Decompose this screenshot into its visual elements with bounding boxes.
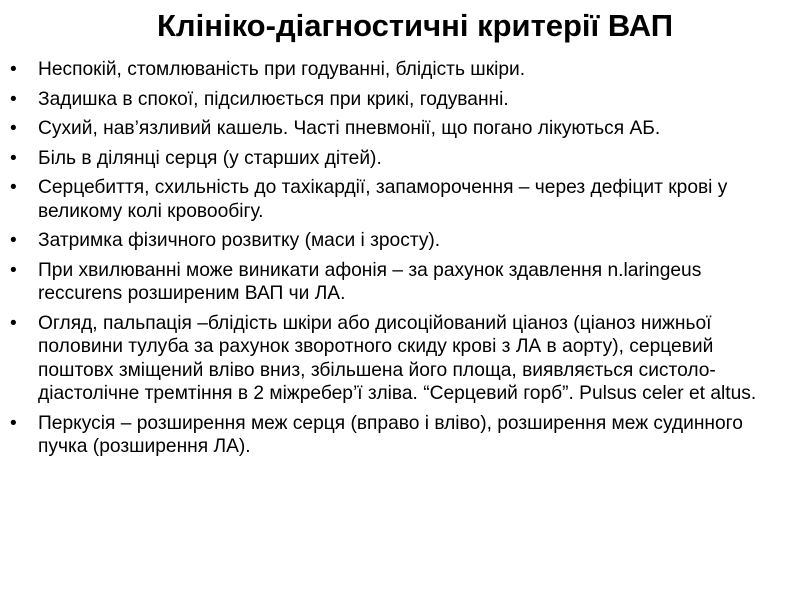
- bullet-point-icon: •: [10, 59, 17, 80]
- bullet-text: Неспокій, стомлюваність при годуванні, блідість шкіри.: [38, 59, 526, 80]
- bullet-point-icon: •: [10, 312, 17, 334]
- bullet-item: [10, 88, 780, 112]
- bullet-point-icon: •: [10, 177, 17, 198]
- bullet-item: [10, 147, 780, 171]
- bullet-text: При хвилюванні може виникати афонія – за рахунок здавлення n.laringeus reccurens розширеним ВАП чи ЛА.: [38, 259, 702, 304]
- bullet-text: Затримка фізичного розвитку (маси і зросту).: [38, 230, 441, 251]
- bullet-point-icon: •: [10, 118, 17, 139]
- bullet-item: [10, 412, 780, 459]
- bullet-item: [10, 229, 780, 253]
- bullet-point-icon: •: [10, 259, 17, 281]
- bullet-text: Серцебиття, схильність до тахікардії, запаморочення – через дефіцит крові у великому колі кровообігу.: [38, 177, 728, 222]
- bullet-point-icon: •: [10, 230, 17, 251]
- bullet-text: Біль в ділянці серця (у старших дітей).: [38, 147, 382, 169]
- bullet-text: Задишка в спокої, підсилюється при крикі, годуванні.: [38, 88, 509, 110]
- bullet-item: [10, 312, 780, 406]
- bullet-point-icon: •: [10, 88, 17, 110]
- bullet-item: [10, 58, 780, 82]
- bullet-text: Сухий, нав’язливий кашель. Часті пневмонії, що погано лікуються АБ.: [38, 118, 661, 139]
- bullet-point-icon: •: [10, 147, 17, 169]
- bullet-item: [10, 259, 780, 306]
- slide-title: Клініко-діагностичні критерії ВАП: [157, 8, 673, 43]
- bullet-item: [10, 176, 780, 223]
- bullet-text: Огляд, пальпація –блідість шкіри або дисоційований ціаноз (ціаноз нижньої половини тулуба за рахунок зворотного скиду крові з ЛА в аорту), серцевий поштовх зміщений вліво вниз, збільшена його площа, виявляється систоло-діастолічне тремтіння в 2 міжребер’ї зліва. “Серцевий горб”. Pulsus celer et altus.: [38, 312, 757, 404]
- bullet-item: [10, 117, 780, 141]
- bullet-list: [10, 58, 780, 465]
- bullet-point-icon: •: [10, 412, 17, 434]
- bullet-text: Перкусія – розширення меж серця (вправо і вліво), розширення меж судинного пучка (розширення ЛА).: [38, 412, 743, 457]
